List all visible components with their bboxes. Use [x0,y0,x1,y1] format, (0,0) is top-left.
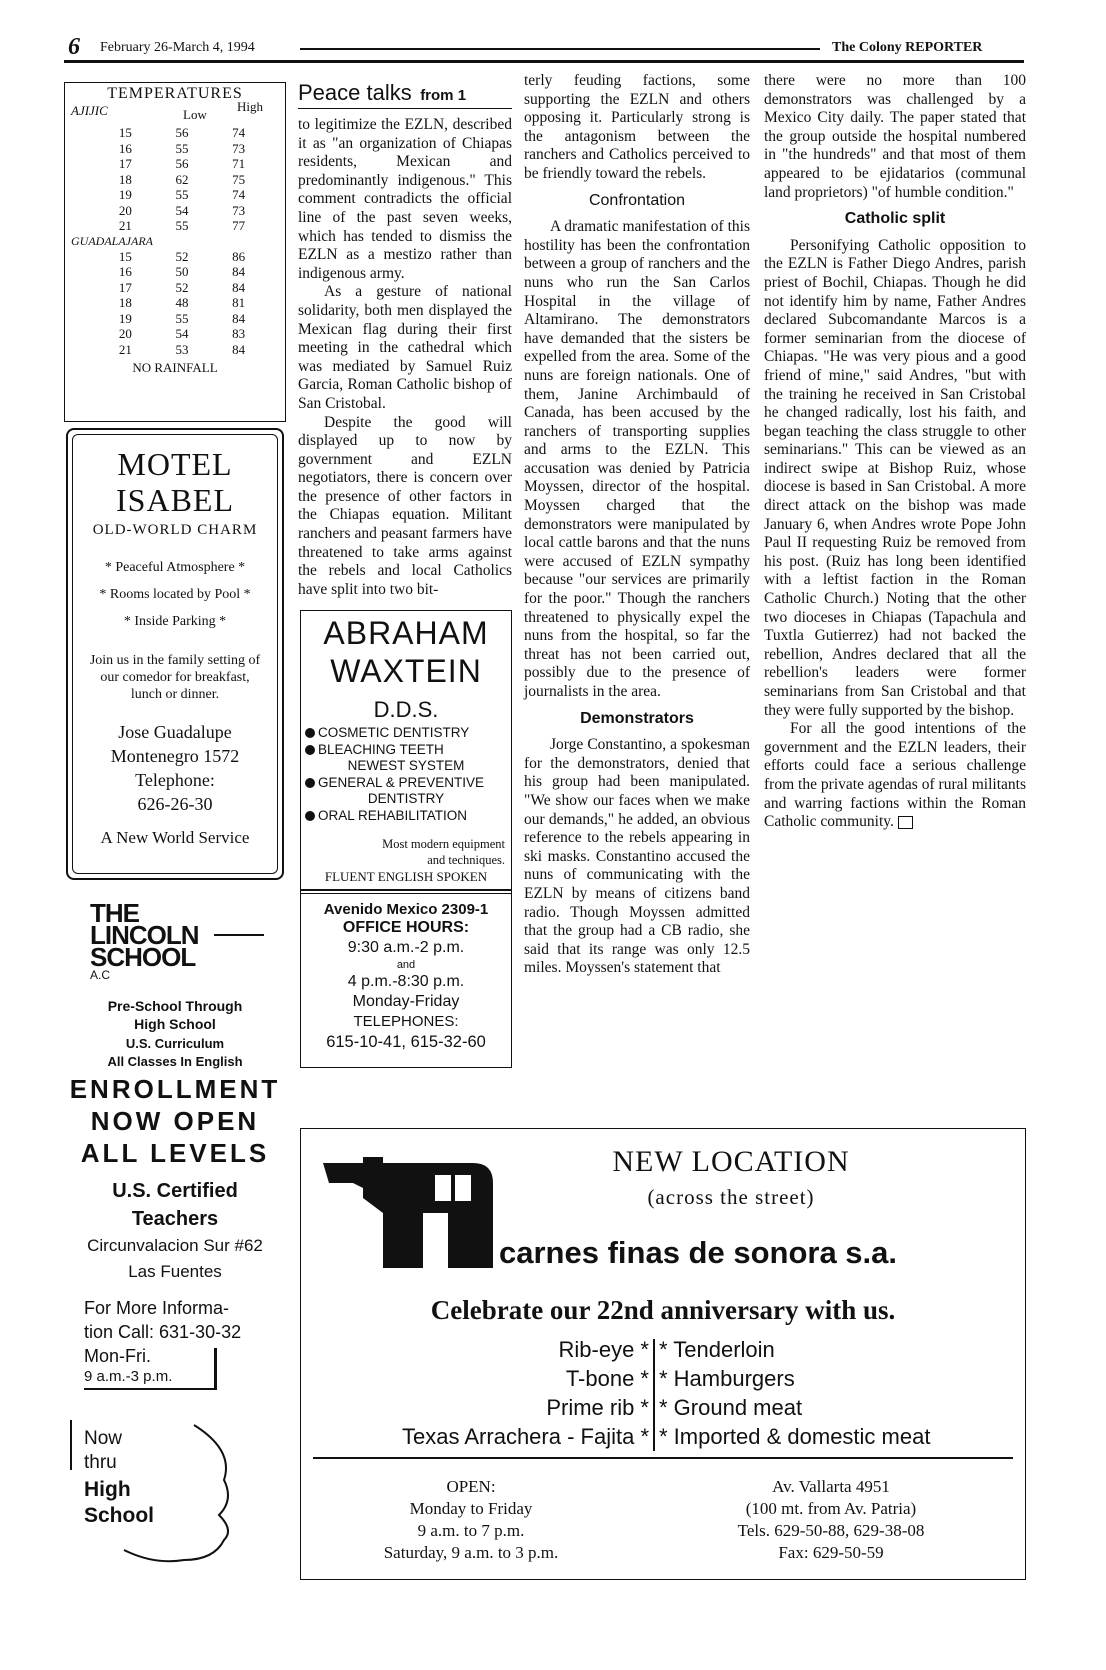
products-left [341,1335,649,1451]
lincoln-addr-2: Las Fuentes [128,1262,222,1281]
article-column-3 [764,72,1026,832]
high-cell: 74 [232,187,246,202]
day-cell: 19 [118,310,132,326]
open-hours: 9 a.m. to 7 p.m. [417,1521,525,1540]
high-cell: 84 [232,279,246,295]
temperature-row [97,295,267,311]
dentist-equipment-1: Most modern equipment [382,837,505,851]
motel-isabel-ad [66,428,284,880]
motel-name-1: MOTEL [117,446,233,482]
carnes-address-2: (100 mt. from Av. Patria) [745,1499,917,1518]
service-row [305,775,507,792]
day-cell: 21 [118,218,132,233]
lincoln-cert-1: U.S. Certified [112,1180,238,1202]
lincoln-hours-frame [84,1388,216,1390]
carnes-tels: Tels. 629-50-88, 629-38-08 [737,1521,925,1540]
motel-feature-3: * Inside Parking * [123,614,227,629]
lincoln-info-2: tion Call: 631-30-32 [84,1322,242,1342]
lincoln-line-2: High School [134,1016,216,1032]
carnes-address-1: Av. Vallarta 4951 [772,1477,890,1496]
lincoln-side-rule [70,1420,72,1470]
low-cell: 56 [175,125,189,140]
temperature-row [97,156,267,172]
lincoln-now-4: School [84,1504,155,1527]
service-general-sub: DENTISTRY [367,791,445,806]
bullet-icon [305,728,315,738]
lincoln-enroll-1: ENROLLMENT [69,1074,281,1104]
dentist-tel-label: TELEPHONES: [353,1013,459,1030]
low-label: Low [183,107,207,122]
temperature-row [97,203,267,219]
dentist-english: FLUENT ENGLISH SPOKEN [324,869,488,884]
product-item: T-bone * [565,1366,649,1391]
service-row [305,808,507,825]
low-cell: 55 [175,140,189,156]
service-cosmetic: COSMETIC DENTISTRY [318,725,470,740]
motel-invite: Join us in the family setting of our comedor for breakfast, lunch or dinner. [89,653,261,702]
page-number: 6 [68,34,80,60]
service-general: GENERAL & PREVENTIVE [318,774,485,790]
article-headline [298,80,466,106]
service-bleaching: BLEACHING TEETH [318,741,444,757]
col2-paragraph-3: Jorge Constantino, a spokesman for the demonstrators, denied that his group had been manipulated. "We show our faces when we make our demands," he added, an obvious reference to the rebels appearing in ski masks. Constantino accused the nuns of communicating with the EZLN by means of citizens band radio. Though Moyssen admitted that the group had a CB radio, she said that its range was only 12.5 miles. Moyssen's statement that [524,736,750,977]
end-mark-icon [898,816,913,829]
city-guadalajara: GUADALAJARA [71,233,153,248]
lincoln-now-1: Now [84,1428,123,1449]
service-row [305,742,507,759]
across-street: (across the street) [647,1185,815,1209]
carnes-rule [313,1457,1013,1459]
lincoln-logo-the: THE [90,898,139,928]
product-item: * Imported & domestic meat [659,1424,931,1449]
product-item: * Ground meat [659,1395,803,1420]
day-cell: 18 [118,295,132,310]
motel-tel: 626-26-30 [137,794,213,814]
high-cell: 86 [232,248,246,264]
temperature-row [97,311,267,327]
anniversary: Celebrate our 22nd anniversary with us. [430,1295,896,1325]
header-rule [300,48,820,50]
col3-paragraph-3-text: For all the good intentions of the government and the EZLN leaders, their efforts could face a serious challenge from the private agendas of rural militants and warring factions within the Roman Catholic community. [764,720,1026,831]
subhead-confrontation: Confrontation [588,191,686,209]
dentist-hours-2: 4 p.m.-8:30 p.m. [347,973,465,990]
subhead-demonstrators: Demonstrators [580,709,694,727]
lincoln-enroll-3: ALL LEVELS [80,1138,270,1168]
header-underline [64,60,1024,63]
col2-paragraph-2: A dramatic manifestation of this hostility has been the confrontation between a group of ranchers and the nuns who run the San Carlos Hospital in the village of Altamirano. The demonstrators have demanded that the sisters be expelled from the area. Some of the nuns are foreign nationals. One of them, Janine Archimbauld of Canada, has been accused by the ranchers of transporting supplies and arms to the EZLN. This accusation was denied by Patricia Moyssen, director of the hospital. Moyssen charged that the demonstrators were manipulated by local cattle barons and that the nuns were accused of EZLN sympathy because "our services are primarily for the poor." Though the ranchers threatened to physically expel the nuns from the hospital, so far the threat has not been carried out, possibly due to the presence of journalists in the area. [524,218,750,700]
low-cell: 48 [175,295,189,310]
company-name: carnes finas de sonora s.a. [499,1235,898,1270]
temperature-row [97,125,267,141]
rainfall-note: NO RAINFALL [132,360,218,375]
temperature-row [97,280,267,296]
low-cell: 52 [175,279,189,295]
service-oral: ORAL REHABILITATION [318,807,468,823]
open-label: OPEN: [446,1477,496,1496]
lincoln-logo [88,898,268,982]
headline-continued: from 1 [420,87,467,104]
lincoln-school-ad [64,890,286,1580]
day-cell: 19 [118,187,132,202]
paper-name: The Colony REPORTER [832,40,983,55]
low-cell: 52 [175,248,189,264]
dateline: February 26-March 4, 1994 [100,40,255,55]
dentist-title: D.D.S. [373,697,439,722]
lincoln-info-1: For More Informa- [84,1298,230,1318]
low-cell: 54 [175,326,189,341]
high-cell: 81 [232,295,246,310]
ajijic-temps [97,125,267,234]
bull-logo-icon [323,1153,493,1273]
bullet-icon [305,778,315,788]
day-cell: 17 [118,279,132,295]
temperature-row [97,264,267,280]
col1-paragraph: to legitimize the EZLN, described it as "an organization of Chiapas residents, Mexican and predominantly indigenous." This comment contradicts the official line of the past seven weeks, which has tended to dismiss the EZLN as a mestizo rather than indigenous army. [298,116,512,282]
high-cell: 73 [232,140,246,156]
dentist-tels: 615-10-41, 615-32-60 [326,1033,486,1051]
col1-paragraph: As a gesture of national solidarity, both men displayed the Mexican flag during their first meeting in the cathedral which was mediated by Samuel Ruiz Garcia, Roman Catholic bishop of San Cristobal. [298,283,512,412]
lincoln-logo-school: SCHOOL [90,942,196,972]
bullet-icon [305,811,315,821]
dentist-days: Monday-Friday [352,993,460,1010]
low-cell: 55 [175,310,189,326]
motel-tel-label: Telephone: [135,770,215,790]
day-cell: 18 [118,171,132,187]
product-item: * Tenderloin [659,1337,775,1362]
day-cell: 16 [118,264,132,279]
dentist-services [305,725,507,824]
temperature-row [97,172,267,188]
product-item: Prime rib * [546,1395,649,1420]
motel-slogan: A New World Service [100,828,250,847]
dentist-rule-2 [301,893,511,894]
temperature-row [97,187,267,203]
bullet-icon [305,745,315,755]
col3-paragraph-1: there were no more than 100 demonstrators was challenged by a Mexico City daily. The paper stated that the group outside the hospital numbered in "the hundreds" and that most of them appeared to be ejidatarios (communal land proprietors) "of humble condition." [764,72,1026,201]
motel-feature-1: * Peaceful Atmosphere * [104,560,246,575]
lincoln-logo-rule [214,934,264,936]
headline-text: Peace talks [298,80,412,105]
carnes-fax: Fax: 629-50-59 [778,1543,884,1562]
motel-address-1: Jose Guadalupe [118,722,232,742]
article-column-1 [298,116,512,599]
lincoln-logo-name: LINCOLN [90,920,199,950]
products-right [659,1335,999,1451]
dentist-hours-1: 9:30 a.m.-2 p.m. [347,939,465,956]
high-cell: 77 [232,218,246,233]
day-cell: 20 [118,202,132,218]
temperature-row [97,141,267,157]
high-cell: 83 [232,326,246,341]
dentist-address: Avenido Mexico 2309-1 [323,901,489,918]
lincoln-enroll-2: NOW OPEN [90,1106,260,1136]
high-label: High [237,99,263,114]
lincoln-addr-1: Circunvalacion Sur #62 [87,1236,263,1255]
temperature-row [97,342,267,358]
high-cell: 75 [232,171,246,187]
low-cell: 53 [175,341,189,357]
temperature-row [97,249,267,265]
motel-address-2: Montenegro 1572 [110,746,240,766]
page-header [0,0,1106,60]
day-cell: 17 [118,156,132,171]
high-cell: 71 [232,156,246,171]
high-cell: 84 [232,341,246,357]
lincoln-suffix: A.C [90,968,111,982]
low-cell: 55 [175,187,189,202]
low-cell: 62 [175,171,189,187]
dentist-hours-label: OFFICE HOURS: [342,919,470,936]
dentist-name-1: ABRAHAM [323,615,489,651]
temperature-row [97,218,267,234]
lincoln-hours-2: 9 a.m.-3 p.m. [84,1368,173,1385]
temperature-row [97,326,267,342]
high-cell: 84 [232,264,246,279]
new-location: NEW LOCATION [612,1145,850,1178]
motel-feature-2: * Rooms located by Pool * [99,587,251,602]
lincoln-line-3: U.S. Curriculum [125,1036,225,1051]
temperature-header [65,99,285,125]
lincoln-now-2: thru [84,1452,117,1473]
carnes-finas-ad [300,1128,1026,1580]
day-cell: 20 [118,326,132,341]
day-cell: 15 [118,125,132,140]
lincoln-line-1: Pre-School Through [107,998,243,1014]
dentist-and: and [396,959,416,971]
product-item: Texas Arrachera - Fajita * [402,1424,649,1449]
headline-rule [298,108,512,109]
low-cell: 54 [175,202,189,218]
open-days: Monday to Friday [409,1499,533,1518]
col3-paragraph-3 [764,720,1026,832]
article-column-2 [524,72,750,978]
day-cell: 21 [118,341,132,357]
product-item: * Hamburgers [659,1366,795,1391]
dentist-equipment-2: and techniques. [427,853,505,867]
day-cell: 15 [118,248,132,264]
lincoln-cert-2: Teachers [131,1208,219,1230]
lincoln-line-4: All Classes In English [107,1054,243,1069]
guadalajara-temps [97,249,267,358]
col1-paragraph: Despite the good will displayed up to now by government and EZLN negotiators, there is concern over the presence of other factors in the Chiapas equation. Militant ranchers and peasant farmers have threatened to take arms against the rebels and local Catholics have split into two bit- [298,413,512,598]
dentist-name-2: WAXTEIN [330,653,482,689]
lincoln-now-3: High [84,1478,131,1501]
dentist-ad [300,610,512,1068]
motel-tagline: OLD-WORLD CHARM [92,522,258,538]
high-cell: 73 [232,202,246,218]
high-cell: 74 [232,125,246,140]
temperature-title: TEMPERATURES [107,85,243,102]
dentist-rule [301,889,511,891]
motel-name-2: ISABEL [116,482,234,518]
service-row [305,725,507,742]
lincoln-hours-divider [214,1348,217,1390]
lincoln-hours-1: Mon-Fri. [84,1346,151,1366]
product-item: Rib-eye * [558,1337,649,1362]
profile-sketch-icon [84,1420,264,1570]
products-divider [653,1339,655,1451]
low-cell: 55 [175,218,189,233]
low-cell: 50 [175,264,189,279]
subhead-catholic-split: Catholic split [844,210,946,228]
temperature-table [64,82,286,422]
high-cell: 84 [232,310,246,326]
open-saturday: Saturday, 9 a.m. to 3 p.m. [383,1543,559,1562]
col3-paragraph-2: Personifying Catholic opposition to the EZLN is Father Diego Andres, parish priest of Bochil, Chiapas. Though he did not identify him by name, Father Andres declared Subcomandante Marcos is a former seminarian from the diocese of Chiapas. "He was very pious and a good friend of mine," said Andres, "but with the training he received in San Cristobal he changed radically, lost his faith, and began teaching the class struggle to other seminarians." This can be viewed as an indirect swipe at Bishop Ruiz, whose diocese is based in San Cristobal. A more direct attack on the bishop was made January 6, when Andres wrote Pope John Paul II requesting Ruiz be removed from his post. (Ruiz has long been identified with a leftist faction in the Roman Catholic Church.) Noting that the other two dioceses in Chiapas (Tapachula and Tuxtla Gutierrez) had not backed the rebellion, Andres declared that all the rebellion's leaders were former seminarians from San Cristobal and that they were fully supported by the bishop. [764,236,1026,719]
city-ajijic: AJIJIC [71,103,108,118]
col2-paragraph-1: terly feuding factions, some supporting the EZLN and others opposing it. Particularly strong is the antagonism between the ranchers and Catholics perceived to be friendly toward the rebels. [524,72,750,182]
low-cell: 56 [175,156,189,171]
day-cell: 16 [118,140,132,156]
service-bleaching-sub: NEWEST SYSTEM [347,758,465,773]
